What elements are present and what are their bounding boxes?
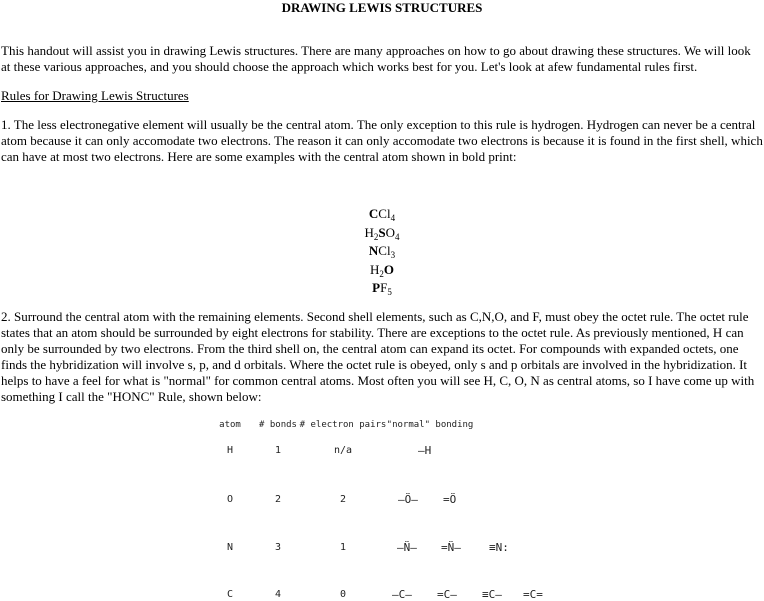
rule-1-paragraph: 1. The less electronegative element will usually be the central atom. The only exception to this rule is hydrogen. Hydrogen can never be a central atom because it can only accomodate two electrons. The reason it can only accomodate two electrons is because it is found in the first shell, which can have at most two electrons. Here are some examples with the central atom shown in bold print: [1, 117, 763, 164]
rules-heading: Rules for Drawing Lewis Structures [1, 88, 189, 103]
honc-header: atom [219, 420, 241, 430]
formula [0, 205, 764, 224]
honc-bonding-structure: —C— [392, 588, 412, 601]
honc-bonds: 4 [274, 589, 282, 600]
formula-part: F [380, 280, 388, 295]
honc-bonding-structure: =Ö [443, 493, 457, 506]
honc-bonds: 1 [274, 445, 282, 456]
formula [0, 242, 764, 261]
honc-header: # electron pairs [299, 420, 387, 430]
formula-part: 2 [373, 231, 379, 242]
formula-part: C [368, 206, 379, 221]
formula-part: H [369, 261, 380, 277]
formula-part: 2 [379, 268, 384, 279]
honc-header: "normal" bonding [386, 420, 474, 430]
formula-part: Cl [378, 206, 391, 221]
formula-part: N [368, 243, 379, 258]
honc-atom: N [226, 542, 234, 553]
honc-bonding-structure: —N̈— [397, 541, 417, 554]
honc-atom: C [226, 589, 234, 600]
formula [0, 224, 764, 243]
honc-pairs: 2 [339, 494, 347, 505]
rule-2-paragraph: 2. Surround the central atom with the remaining elements. Second shell elements, such as C,N,O, and F, must obey the octet rule. The octet rule states that an atom should be surrounded by eight electrons for stability. There are exceptions to the octet rule. As previously mentioned, H can only be surrounded by two electrons. From the third shell on, the central atom can expand its octet. For compounds with expanded octets, one finds the hybridization will involve s, p, and d orbitals. Where the octet rule is obeyed, only s and p orbitals are involved in the hybridization. It helps to have a feel for what is "normal" for common central atoms. Most often you will see H, C, O, N as central atoms, so I have come up with something I call the "HONC" Rule, shown below: [1, 309, 755, 404]
honc-bonding-structure: —H [418, 444, 432, 457]
honc-bonding-structure: =C— [437, 588, 457, 601]
honc-bonding-structure: ≡C— [482, 588, 502, 601]
formula-part: 5 [387, 287, 392, 297]
honc-bonding-structure: ≡N: [489, 541, 509, 554]
honc-pairs: 0 [339, 589, 347, 600]
honc-bonding-structure: —Ö— [398, 493, 418, 506]
intro-paragraph: This handout will assist you in drawing Lewis structures. There are many approaches on how to go about drawing these structures. We will look at these various approaches, and you should choose the approach which works best for you. Let's look at afew fundamental rules first. [1, 43, 751, 74]
honc-pairs: 1 [339, 542, 347, 553]
honc-atom: H [226, 445, 234, 456]
honc-bonds: 2 [274, 494, 282, 505]
formula [0, 279, 764, 298]
formula-part: P [372, 280, 381, 295]
formula-part: H [364, 224, 374, 240]
formula-part: 3 [390, 250, 396, 260]
formula-part: O [385, 224, 395, 240]
formula-part: S [378, 224, 386, 240]
honc-bonds: 3 [274, 542, 282, 553]
honc-header: # bonds [259, 420, 297, 430]
formula-list [0, 205, 764, 298]
formula-part: O [383, 261, 394, 277]
formula-part: 4 [390, 213, 396, 223]
honc-pairs: n/a [333, 445, 353, 456]
formula [0, 261, 764, 280]
honc-bonding-structure: =N̈— [441, 541, 461, 554]
page-title: DRAWING LEWIS STRUCTURES [281, 0, 483, 15]
formula-part: 4 [395, 231, 400, 242]
honc-bonding-structure: =C= [523, 588, 543, 601]
formula-part: Cl [378, 243, 391, 258]
honc-atom: O [226, 494, 234, 505]
